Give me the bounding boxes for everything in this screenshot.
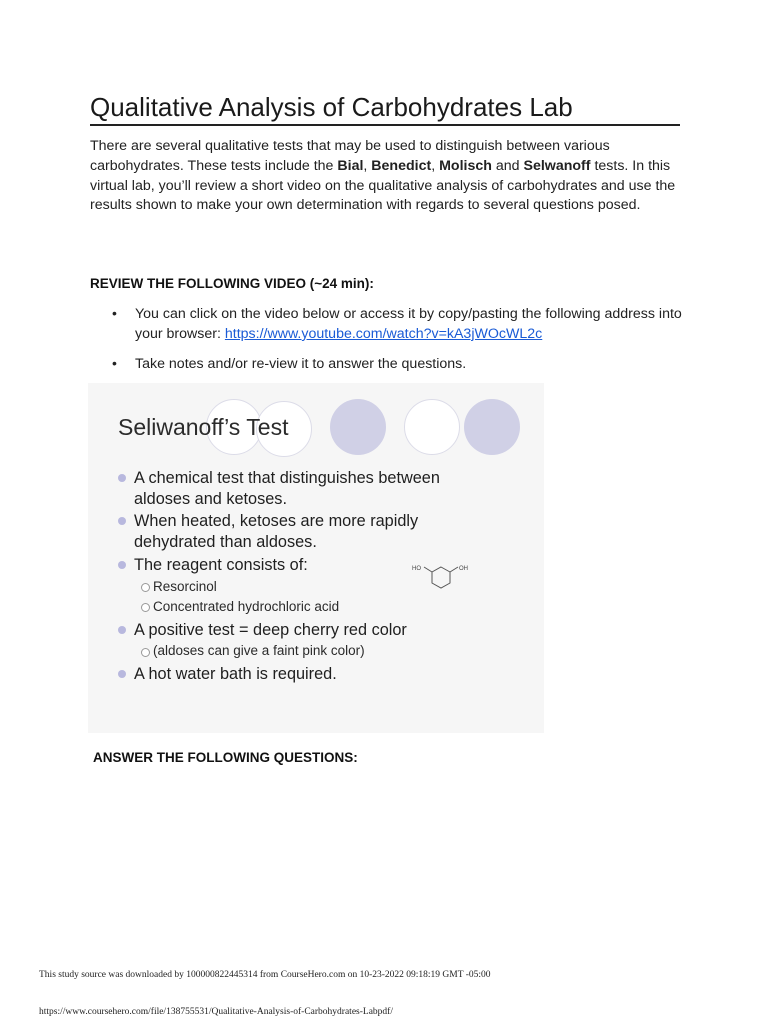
slide-item: The reagent consists of: [134,556,308,574]
slide-bullet-icon [118,517,126,525]
footer-url[interactable]: https://www.coursehero.com/file/138755531/Qualitative-Analysis-of-Carbohydrates-Labpdf/ [39,1007,393,1017]
youtube-link[interactable]: https://www.youtube.com/watch?v=kA3jWOcWL2c [224,326,543,342]
sub-bullet-icon [141,583,150,592]
resorcinol-structure-icon [410,561,472,597]
intro-text-continued: tests. In this virtual lab, you’ll review a short video on the qualitative analysis of carbohydrates and use the results shown to make your own determination with regards to several questions posed. [90,157,676,214]
answer-questions-heading: ANSWER THE FOLLOWING QUESTIONS: [93,750,358,765]
bullet-icon: • [112,305,117,321]
document-title: Qualitative Analysis of Carbohydrates Lab [90,90,680,126]
slide-subitem: Concentrated hydrochloric acid [153,599,340,614]
bullet-icon: • [112,355,117,371]
bullet-text: Take notes and/or re-view it to answer the questions. [135,356,467,372]
bullet-label: You can click on the video below or access it by copy/pasting the following address into your browser: [135,306,682,342]
sub-bullet-icon [141,603,150,612]
slide-item: When heated, ketoses are more rapidly dehydrated than aldoses. [134,512,419,551]
slide-bullet-icon [118,626,126,634]
decorative-circle-icon [464,399,520,455]
conjunction: and [491,157,524,174]
slide-item: A chemical test that distinguishes between aldoses and ketoses. [134,469,440,508]
intro-paragraph [90,137,690,216]
bial-term: Bial [337,157,364,174]
slide-subitem: (aldoses can give a faint pink color) [153,643,365,658]
slide-item: A hot water bath is required. [134,665,337,683]
separator: , [363,157,372,174]
benedict-term: Benedict [371,157,432,174]
slide-bullet-icon [118,561,126,569]
slide-title: Seliwanoff’s Test [118,414,289,440]
sub-bullet-icon [141,648,150,657]
video-slide-thumbnail[interactable] [88,383,544,733]
download-source-note: This study source was downloaded by 100000822445314 from CourseHero.com on 10-23-2022 09:18:19 GMT -05:00 [39,970,491,980]
slide-bullet-icon [118,474,126,482]
review-video-heading: REVIEW THE FOLLOWING VIDEO (~24 min): [90,276,374,291]
slide-bullet-icon [118,670,126,678]
molecule-label-right: OH [459,566,468,572]
molecule-label-left: HO [412,566,421,572]
separator: , [431,157,440,174]
selwanoff-term: Selwanoff [523,157,591,174]
intro-text: There are several qualitative tests that may be used to distinguish between various carbohydrates. These tests include the [90,138,610,174]
slide-item: A positive test = deep cherry red color [134,621,407,639]
slide-subitem: Resorcinol [153,579,217,594]
bullet-text [135,304,695,344]
molisch-term: Molisch [439,157,492,174]
decorative-circle-icon [404,399,460,455]
decorative-circle-icon [330,399,386,455]
